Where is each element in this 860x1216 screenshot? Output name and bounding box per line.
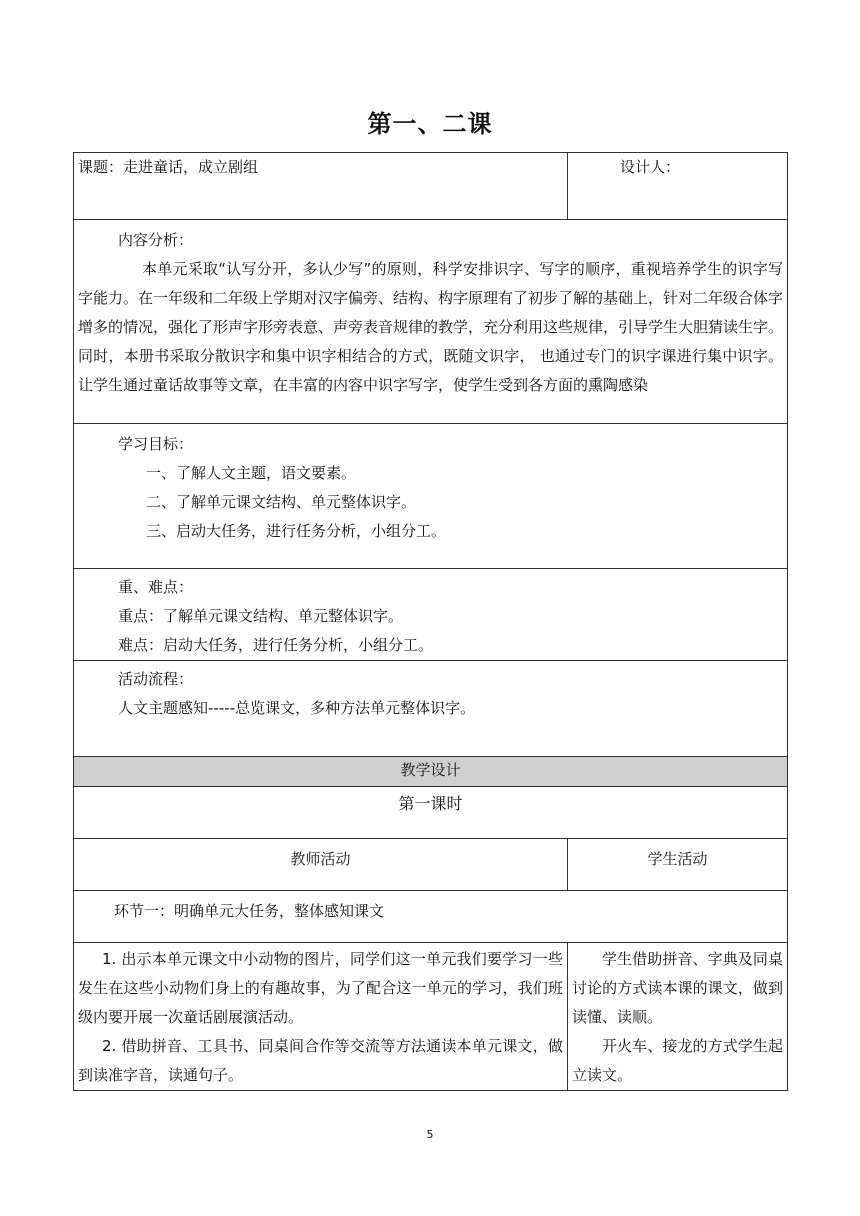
page-title: 第一、二课 <box>367 110 493 138</box>
course-subject: 课题：走进童话，成立剧组 <box>74 153 568 220</box>
row-course-info <box>74 153 788 220</box>
lesson-plan-table <box>73 152 788 1091</box>
objectives-label: 学习目标： <box>118 435 194 453</box>
objective-item: 一、了解人文主题，语文要素。 <box>146 464 357 482</box>
objective-item: 二、了解单元课文结构、单元整体识字。 <box>146 493 417 511</box>
activity-text: 人文主题感知-----总览课文，多种方法单元整体识字。 <box>118 699 476 717</box>
teacher-step: 2. 借助拼音、工具书、同桌间合作等交流等方法通读本单元课文，做到读准字音，读通句子。 <box>78 1037 563 1084</box>
row-activity-flow <box>74 661 788 757</box>
content-analysis-text: 本单元采取“认写分开，多认少写”的原则，科学安排识字、写字的顺序，重视培养学生的识字写字能力。在一年级和二年级上学期对汉字偏旁、结构、构字原理有了初步了解的基础上，针对二年级合体字增多的情况，强化了形声字形旁表意、声旁表音规律的教学，充分利用这些规律，引导学生大胆猜读生字。同时，本册书采取分散识字和集中识字相结合的方式，既随文识字， 也通过专门的识字课进行集中识字。让学生通过童话故事等文章，在丰富的内容中识字写字，使学生受到各方面的熏陶感染 <box>78 260 784 394</box>
key-point: 重点：了解单元课文结构、单元整体识字。 <box>118 607 404 625</box>
key-points-label: 重、难点： <box>118 578 194 596</box>
student-activity-header: 学生活动 <box>568 839 788 891</box>
row-lesson-title <box>74 787 788 839</box>
content-analysis-label: 内容分析： <box>118 231 194 249</box>
teacher-step: 1. 出示本单元课文中小动物的图片，同学们这一单元我们要学习一些发生在这些小动物们身上的有趣故事，为了配合这一单元的学习，我们班级内要开展一次童话剧展演活动。 <box>78 950 563 1026</box>
section-1-title: 环节一：明确单元大任务，整体感知课文 <box>74 891 788 943</box>
design-header: 教学设计 <box>74 757 788 787</box>
row-objectives <box>74 424 788 569</box>
objective-item: 三、启动大任务，进行任务分析，小组分工。 <box>146 522 447 540</box>
page-number: 5 <box>426 1128 434 1141</box>
lesson-title: 第一课时 <box>74 787 788 839</box>
row-content-analysis <box>74 220 788 424</box>
row-section-1 <box>74 891 788 943</box>
row-activities <box>74 943 788 1091</box>
designer-label: 设计人： <box>568 153 788 220</box>
student-step: 开火车、接龙的方式学生起立读文。 <box>572 1037 783 1084</box>
student-step: 学生借助拼音、字典及同桌讨论的方式读本课的课文，做到读懂、读顺。 <box>572 950 783 1026</box>
row-key-points <box>74 569 788 661</box>
row-column-headers <box>74 839 788 891</box>
difficult-point: 难点：启动大任务，进行任务分析，小组分工。 <box>118 636 434 654</box>
row-design-header <box>74 757 788 787</box>
activity-label: 活动流程： <box>118 670 194 688</box>
teacher-activity-header: 教师活动 <box>74 839 568 891</box>
